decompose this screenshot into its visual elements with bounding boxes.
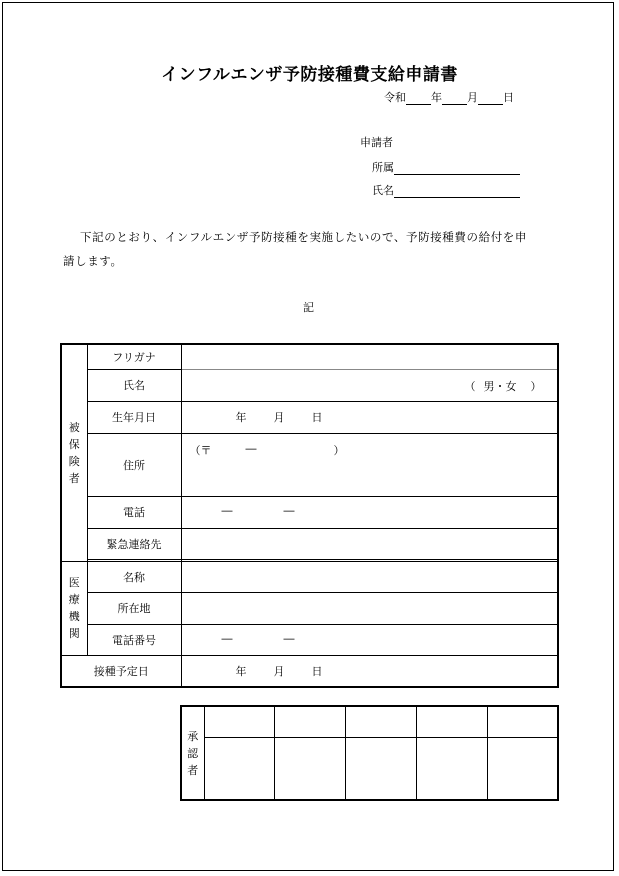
facility-name-field[interactable] — [181, 561, 558, 592]
phone-label: 電話 — [87, 496, 181, 528]
ki-label: 記 — [303, 301, 314, 314]
approval-stamp-cell-2[interactable] — [275, 737, 346, 800]
postal-open: （〒 — [189, 444, 212, 457]
name-field[interactable] — [181, 369, 558, 401]
vaccination-date-label: 接種予定日 — [61, 655, 181, 687]
phone-number-dash-2: ― — [283, 632, 295, 645]
vaccination-date-field[interactable] — [181, 655, 558, 687]
row-phone-number — [61, 624, 558, 655]
gender-close: ） — [530, 380, 542, 393]
birthdate-year: 年 — [235, 411, 247, 424]
location-label: 所在地 — [87, 592, 181, 624]
postal-close: ） — [333, 444, 345, 457]
insured-char-3: 険 — [68, 454, 80, 468]
approval-table — [180, 705, 559, 801]
row-furigana — [61, 344, 558, 369]
vaccination-day: 日 — [311, 664, 323, 678]
furigana-label: フリガナ — [87, 344, 181, 369]
row-emergency — [61, 528, 558, 559]
emergency-label: 緊急連絡先 — [87, 528, 181, 559]
insured-group-label — [61, 344, 87, 561]
approval-char-2: 認 — [187, 746, 199, 760]
row-facility-name — [61, 561, 558, 592]
approval-title-cell-1[interactable] — [204, 706, 275, 737]
document-title: インフルエンザ予防接種費支給申請書 — [161, 65, 458, 85]
date-day-label: 日 — [503, 91, 514, 104]
medical-char-4: 関 — [68, 627, 80, 640]
row-vaccination-date — [61, 655, 558, 687]
medical-char-1: 医 — [68, 576, 80, 589]
date-era: 令和 — [384, 91, 406, 104]
row-birthdate — [61, 401, 558, 433]
row-address — [61, 433, 558, 496]
approval-stamp-cell-5[interactable] — [487, 737, 558, 800]
application-table — [60, 343, 559, 688]
approval-title-cell-3[interactable] — [346, 706, 417, 737]
date-line — [384, 89, 514, 105]
facility-name-label: 名称 — [87, 561, 181, 592]
applicant-name-label: 氏名 — [372, 184, 394, 197]
approval-label — [181, 706, 204, 800]
medical-char-3: 機 — [68, 610, 80, 623]
row-phone — [61, 496, 558, 528]
approval-title-cell-2[interactable] — [275, 706, 346, 737]
affiliation-label: 所属 — [372, 161, 394, 174]
phone-number-field[interactable] — [181, 624, 558, 655]
date-year-label: 年 — [431, 91, 442, 104]
gender-open: （ — [464, 380, 476, 393]
approval-stamp-cell-1[interactable] — [204, 737, 275, 800]
name-label: 氏名 — [87, 369, 181, 401]
insured-char-2: 保 — [68, 437, 80, 451]
birthdate-label: 生年月日 — [87, 401, 181, 433]
affiliation-field[interactable] — [394, 162, 520, 175]
phone-number-label: 電話番号 — [87, 624, 181, 655]
phone-field[interactable] — [181, 496, 558, 528]
row-name — [61, 369, 558, 401]
location-field[interactable] — [181, 592, 558, 624]
applicant-affiliation — [372, 159, 520, 175]
vaccination-year: 年 — [235, 664, 247, 678]
address-field[interactable] — [181, 433, 558, 496]
address-label: 住所 — [87, 433, 181, 496]
approval-header-row — [181, 706, 558, 737]
medical-group-label — [61, 561, 87, 655]
gender-select[interactable]: 男・女 — [483, 380, 517, 393]
applicant-name-field[interactable] — [394, 185, 520, 198]
birthdate-field[interactable] — [181, 401, 558, 433]
body-text-line2: 請します。 — [63, 254, 123, 268]
row-location — [61, 592, 558, 624]
vaccination-month: 月 — [273, 664, 285, 678]
date-month-blank[interactable] — [442, 92, 467, 105]
insured-char-1: 被 — [68, 420, 80, 434]
furigana-field[interactable] — [181, 344, 558, 369]
phone-number-dash-1: ― — [221, 632, 233, 645]
insured-char-4: 者 — [68, 471, 80, 485]
medical-char-2: 療 — [68, 593, 80, 606]
birthdate-day: 日 — [311, 411, 323, 424]
phone-dash-2: ― — [283, 504, 295, 517]
approval-char-3: 者 — [187, 763, 199, 777]
approval-char-1: 承 — [187, 729, 199, 743]
approval-stamp-row — [181, 737, 558, 800]
approval-stamp-cell-4[interactable] — [416, 737, 487, 800]
date-month-label: 月 — [467, 91, 478, 104]
phone-dash-1: ― — [221, 504, 233, 517]
postal-dash: ― — [245, 442, 257, 455]
date-day-blank[interactable] — [478, 92, 503, 105]
body-text-line1: 下記のとおり、インフルエンザ予防接種を実施したいので、予防接種費の給付を申 — [80, 230, 528, 244]
applicant-heading: 申請者 — [360, 136, 393, 149]
date-year-blank[interactable] — [406, 92, 431, 105]
approval-title-cell-5[interactable] — [487, 706, 558, 737]
emergency-field[interactable] — [181, 528, 558, 559]
approval-title-cell-4[interactable] — [416, 706, 487, 737]
birthdate-month: 月 — [273, 411, 285, 424]
approval-stamp-cell-3[interactable] — [346, 737, 417, 800]
applicant-name — [372, 182, 520, 198]
